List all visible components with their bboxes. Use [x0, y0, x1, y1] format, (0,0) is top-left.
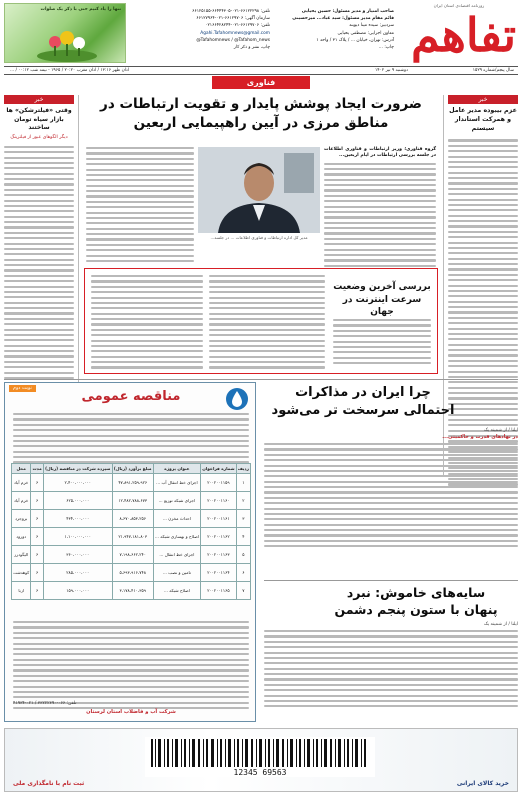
person-photo: [198, 147, 320, 233]
ad-table-cell: ۲۰۰۲۰۰۱۱۶۳: [201, 546, 237, 564]
ad-table-cell: خرم آباد: [12, 474, 31, 492]
ad-table-cell: ۲۱،۹۴۷،۱۸۱،۸۰۳: [112, 528, 153, 546]
lead-story: [82, 95, 440, 263]
ad-table-cell: ۲۰۰۲۰۰۱۱۶۵: [201, 582, 237, 600]
ad-table-header: شماره فراخوان: [201, 464, 237, 474]
ad-table-cell: کوهدشت: [12, 564, 31, 582]
masthead-phones: [152, 8, 270, 51]
ad-table-cell: ۲۸۵،۰۰۰،۰۰۰: [43, 564, 112, 582]
ad-table-cell: ۳۶۰،۰۰۰،۰۰۰: [43, 546, 112, 564]
ad-table-row: [12, 510, 251, 528]
ad-footer: شرکت آب و فاضلاب استان لرستان: [86, 709, 176, 715]
ad-table-cell: ۷،۱۹۸،۶۶۲،۲۴۰: [112, 546, 153, 564]
ad-table-cell: اجرای خط انتقال ...: [153, 546, 200, 564]
ad-table-cell: دورود: [12, 528, 31, 546]
phone-line: سازمان آگهی: ۶۶۱۲۹۷۰۶-۰۲۱-۶۶۱۲۷۹۶۴: [196, 16, 270, 22]
masthead-logo-block: [400, 3, 518, 67]
promo-image: [4, 3, 126, 63]
ad-label: نوبت دوم: [9, 385, 36, 392]
column-label: خبر: [4, 95, 74, 104]
banner-left-text[interactable]: ثبت نام با نامگذاری ملی: [13, 780, 85, 787]
lower-headline[interactable]: سایه‌های خاموش: نبرد پنهان با ستون پنجم دشمن: [334, 585, 498, 617]
section-tab: [212, 76, 310, 89]
prayer-times: اذان ظهر ۱۳:۱۶ / اذان مغرب ۲۰:۲۰ / ۱۹۶۵ - نیمه شب ۰۰:۱۲ / ...: [10, 68, 130, 73]
photo-caption: مدیر کل اداره ارتباطات و فناوری اطلاعات ... در جلسه...: [210, 235, 308, 240]
ad-table-row: [12, 546, 251, 564]
ad-table-cell: ۳: [236, 510, 250, 528]
flower-icon: [35, 18, 99, 62]
ad-table-cell: خرم آباد: [12, 492, 31, 510]
ad-table-row: [12, 492, 251, 510]
ad-table-cell: ۶۲۵،۰۰۰،۰۰۰: [43, 492, 112, 510]
ad-table-cell: تامین و نصب ...: [153, 564, 200, 582]
ad-table-cell: ۶: [31, 528, 43, 546]
section-divider: [4, 379, 518, 380]
social-handles[interactable]: @Tafahomnews / @Tafahom_news: [196, 37, 270, 43]
ad-table-cell: اصلاح شبکه ...: [153, 582, 200, 600]
ad-table-cell: اجرای شبکه توزیع ...: [153, 492, 200, 510]
ad-table-cell: ۱۵۹،۰۰۰،۰۰۰: [43, 582, 112, 600]
lead-byline: گروه فناوری؛ وزیر ارتباطات و فناوری اطلاعات در جلسه بررسی ارتباطات در ایام اربعین...: [324, 147, 436, 159]
opinion-story: [264, 382, 518, 578]
lead-photo: [198, 147, 320, 233]
masthead-staff: [274, 8, 394, 51]
staff-line: صاحب امتیاز و مدیر مسئول: حسین یحیایی: [301, 9, 394, 14]
lead-body-left: [86, 147, 194, 262]
side-slogan: چاپ، نشر و ذکر کار: [233, 45, 270, 51]
ad-table-cell: ۶: [31, 474, 43, 492]
ad-table-header: عنوان پروژه: [153, 464, 200, 474]
staff-line: قائم مقام مدیر مسئول: سید عباد... میرحسینی: [292, 16, 394, 22]
lower-story: [264, 584, 518, 724]
ad-table-row: [12, 474, 251, 492]
ad-table: [11, 463, 251, 600]
banner-right-text[interactable]: خرید کالای ایرانی: [456, 780, 509, 787]
promo-text: تنها را یاد کنیم حتی با ذکر یک صلوات: [40, 7, 121, 12]
tender-ad: [4, 382, 256, 722]
lower-byline: ایلنا / از شمینه یک: [483, 622, 518, 627]
ad-table-row: [12, 582, 251, 600]
ad-table-cell: ۶: [31, 582, 43, 600]
masthead-tagline: روزنامه اقتصادی استان ایران: [433, 3, 485, 8]
ad-table-header: ردیف: [236, 464, 250, 474]
issue-number: سال پنجم/شماره ۱۵۲۹: [472, 68, 514, 73]
left-column-title[interactable]: وقتی «فیلترشکن» ها بازار سیاه تومان ساختند: [6, 107, 72, 132]
ad-table-header: مبلغ برآورد (ریال): [112, 464, 153, 474]
ad-table-cell: ۶: [31, 492, 43, 510]
opinion-body: [264, 443, 518, 547]
box-title[interactable]: بررسی آخرین وضعیت سرعت اینترنت در جهان: [333, 282, 431, 317]
staff-line: آدرس: تهران، خیابان ... / پلاک ۳۱ / واحد ۱: [316, 37, 394, 43]
ad-conditions: [13, 621, 249, 709]
staff-line: معاون اجرایی: مصطفی یحیایی: [337, 30, 394, 36]
bottom-banner: [4, 728, 518, 792]
ad-title[interactable]: مناقصه عمومی: [81, 389, 181, 404]
ad-table-cell: ۲۰۰۲۰۰۱۱۶۴: [201, 564, 237, 582]
ad-table-cell: ۵،۶۹۳،۹۱۶،۷۴۸: [112, 564, 153, 582]
email[interactable]: Agahi.Tafahomnews@gmail.com: [200, 30, 270, 36]
phone-line: تلفن: ۶۶۱۲۹۷۰۶-۰۲۱-۰۲۱۶۶۴۲۸۲۴۴: [205, 23, 270, 29]
ad-table-cell: ۸،۶۷۰،۸۵۳،۲۵۶: [112, 510, 153, 528]
ad-table-row: [12, 564, 251, 582]
ad-table-cell: ۶: [31, 510, 43, 528]
ad-table-cell: ۲۰۰۲۰۰۱۱۶۰: [201, 492, 237, 510]
masthead-logo: تفاهم: [411, 8, 516, 62]
issue-date: دوشنبه ۹ تیر ۱۴۰۲: [374, 68, 408, 73]
ad-table-cell: ۲۰۰۲۰۰۱۱۵۹: [201, 474, 237, 492]
masthead: [0, 0, 522, 72]
barcode-digits: 12345 69563: [233, 768, 287, 777]
ad-table-cell: ۱: [236, 474, 250, 492]
right-column-title[interactable]: عزم بیبوده مدیر عامل و همرکت استاندار سیستم: [449, 107, 517, 132]
box-body-3: [91, 275, 203, 369]
left-column-subtitle: دیگر الگوهای عبور از فیلترینگ: [10, 134, 68, 140]
box-body-1: [333, 319, 431, 364]
ad-table-cell: احداث مخزن ...: [153, 510, 200, 528]
opinion-headline[interactable]: چرا ایران در مذاکرات احتمالی سرسخت تر می‌شود: [271, 385, 455, 418]
ad-table-header: محل: [12, 464, 31, 474]
ad-table-cell: ۴۷،۸۹۱،۲۵۹،۹۲۶: [112, 474, 153, 492]
column-label: خبر: [448, 95, 518, 104]
ad-table-cell: ۶: [236, 564, 250, 582]
ad-table-row: [12, 528, 251, 546]
story-divider: [264, 580, 518, 581]
ad-table-cell: ۲۰۰۲۰۰۱۱۶۲: [201, 528, 237, 546]
barcode-icon: [145, 737, 375, 777]
ad-table-cell: ازنا: [12, 582, 31, 600]
ad-intro: [13, 413, 249, 469]
lead-body-right: [324, 147, 436, 267]
internet-speed-box: [84, 268, 438, 374]
box-body-2: [209, 275, 325, 369]
ad-table-cell: ۶: [31, 546, 43, 564]
opinion-subtitle: در نهادهای قدرت و حاکمیتی...: [442, 434, 518, 440]
staff-line: سردبیر: سیده مینا دیوبند: [349, 23, 394, 29]
ad-table-cell: ۱،۱۰۰،۰۰۰،۰۰۰: [43, 528, 112, 546]
ad-table-cell: ۴: [236, 528, 250, 546]
ad-table-cell: بروجرد: [12, 510, 31, 528]
ad-table-cell: ۲۰۰۲۰۰۱۱۶۱: [201, 510, 237, 528]
staff-line: چاپ: ...: [378, 45, 394, 51]
ad-table-cell: ۲،۴۰۰،۰۰۰،۰۰۰: [43, 474, 112, 492]
lead-headline[interactable]: ضرورت ایجاد پوشش پایدار و تقویت ارتباطات در مناطق مرزی در آیین راهپیمایی اربعین: [100, 96, 422, 131]
section-label: فناوری: [246, 78, 276, 87]
ad-contact: تلفن: ۰۶۶-۳۳۲۲۲۳۹۰ / ۰۲۱-۴۱۹۳۴: [13, 701, 77, 706]
ad-table-header: مدت: [31, 464, 43, 474]
ad-table-cell: ۵: [236, 546, 250, 564]
ad-table-cell: ۱۲،۴۸۲،۷۸۸،۶۷۳: [112, 492, 153, 510]
ad-table-cell: ۷: [236, 582, 250, 600]
ad-table-cell: الیگودرز: [12, 546, 31, 564]
opinion-byline: ایلنا / از شمینه یک: [483, 428, 518, 433]
ad-table-header: سپرده شرکت در مناقصه (ریال): [43, 464, 112, 474]
ad-table-cell: ۶: [31, 564, 43, 582]
lower-body: [264, 630, 518, 707]
ad-table-cell: اجرای خط انتقال آب ...: [153, 474, 200, 492]
ad-table-cell: ۳،۱۷۸،۴۱۰،۳۵۹: [112, 582, 153, 600]
ad-table-cell: ۴۳۴،۰۰۰،۰۰۰: [43, 510, 112, 528]
phone-line: تلفن: ۶۶۱۲۲۲۹۸-۰۲۱-۶۶۴۴۴۳۰۵-۶۶۱۲۵۱۵۵: [192, 9, 270, 14]
ad-table-cell: اصلاح و بهسازی شبکه ...: [153, 528, 200, 546]
ad-table-cell: ۲: [236, 492, 250, 510]
dateline-bar: [4, 66, 518, 75]
